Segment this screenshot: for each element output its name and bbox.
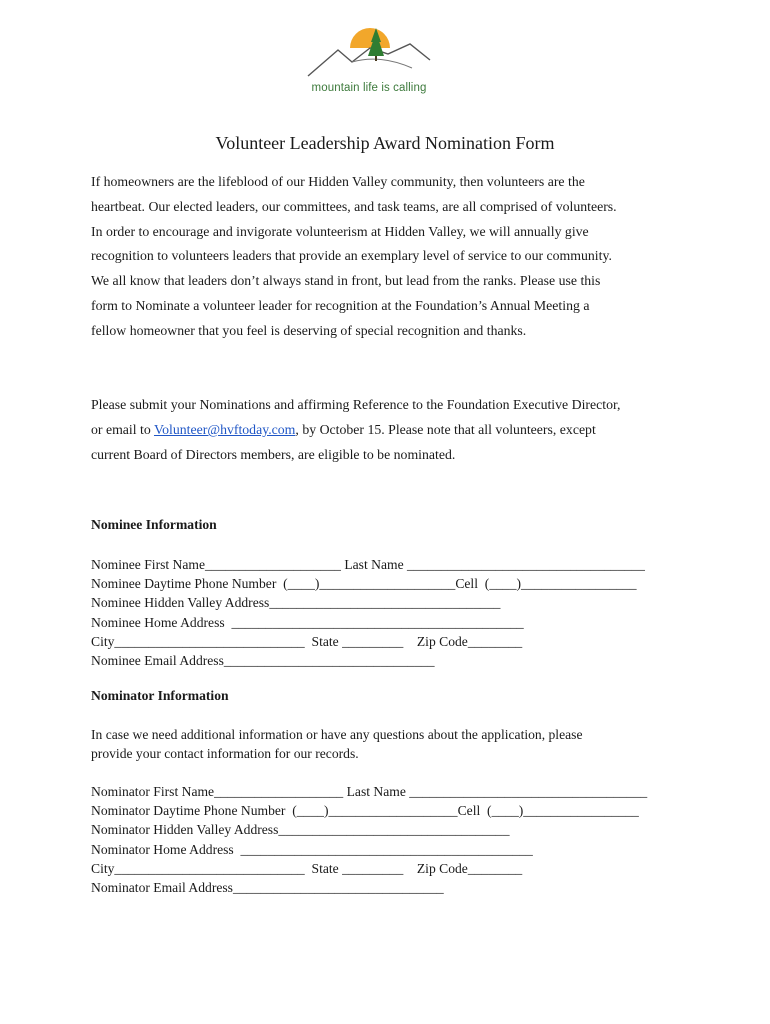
- intro-line: If homeowners are the lifeblood of our Hidden Valley community, then volunteers are the: [91, 174, 585, 189]
- nominee-hv-address-field[interactable]: Nominee Hidden Valley Address__________________________________: [91, 595, 501, 611]
- nominee-phone-field[interactable]: Nominee Daytime Phone Number (____)____________________Cell (____)_________________: [91, 576, 637, 592]
- nominator-note-line: provide your contact information for our records.: [91, 746, 359, 761]
- nominator-heading: Nominator Information: [91, 688, 229, 703]
- nominee-home-address-field[interactable]: Nominee Home Address ___________________________________________: [91, 614, 524, 630]
- nominator-home-address-field[interactable]: Nominator Home Address ___________________________________________: [91, 841, 533, 857]
- nominator-note-line: In case we need additional information or have any questions about the application, please: [91, 727, 583, 742]
- nominee-fields: [91, 555, 645, 670]
- intro-paragraph: [91, 170, 691, 344]
- submit-line: Please submit your Nominations and affirming Reference to the Foundation Executive Director,: [91, 397, 621, 412]
- submit-line: [91, 417, 701, 442]
- nominee-email-field[interactable]: Nominee Email Address_______________________________: [91, 653, 435, 669]
- nominator-city-state-zip-field[interactable]: City____________________________ State _________ Zip Code________: [91, 860, 523, 876]
- intro-line: In order to encourage and invigorate volunteerism at Hidden Valley, we will annually give: [91, 223, 589, 239]
- nominator-phone-field[interactable]: Nominator Daytime Phone Number (____)___________________Cell (____)_________________: [91, 803, 639, 819]
- nominator-name-field[interactable]: Nominator First Name___________________ Last Name ___________________________________: [91, 784, 648, 799]
- nominator-email-field[interactable]: Nominator Email Address_______________________________: [91, 880, 444, 896]
- intro-line: fellow homeowner that you feel is deserving of special recognition and thanks.: [91, 322, 527, 338]
- logo: [300, 24, 440, 102]
- intro-line: We all know that leaders don’t always stand in front, but lead from the ranks. Please use this: [91, 273, 601, 289]
- nominator-fields: [91, 782, 647, 897]
- nominee-name-field[interactable]: Nominee First Name____________________ Last Name ___________________________________: [91, 557, 645, 572]
- volunteer-email-link[interactable]: Volunteer@hvftoday.com: [153, 422, 296, 437]
- intro-line: heartbeat. Our elected leaders, our committees, and task teams, are all comprised of volunteers.: [91, 198, 617, 214]
- submit-suffix: , by October 15. Please note that all volunteers, except: [295, 422, 596, 437]
- nominee-heading: Nominee Information: [91, 517, 217, 532]
- submit-instructions: [91, 392, 701, 467]
- intro-line: recognition to volunteers leaders that provide an exemplary level of service to our community.: [91, 248, 612, 264]
- mountain-sun-logo-icon: [300, 24, 440, 84]
- nominator-note: [91, 725, 691, 763]
- submit-prefix: or email to: [91, 422, 154, 437]
- logo-tagline: mountain life is calling: [311, 82, 427, 94]
- intro-line: form to Nominate a volunteer leader for recognition at the Foundation’s Annual Meeting a: [91, 297, 590, 313]
- nominee-city-state-zip-field[interactable]: City____________________________ State _________ Zip Code________: [91, 633, 523, 649]
- nominator-hv-address-field[interactable]: Nominator Hidden Valley Address__________________________________: [91, 822, 510, 838]
- submit-line: current Board of Directors members, are eligible to be nominated.: [91, 447, 456, 462]
- page-title: Volunteer Leadership Award Nomination Form: [215, 133, 555, 153]
